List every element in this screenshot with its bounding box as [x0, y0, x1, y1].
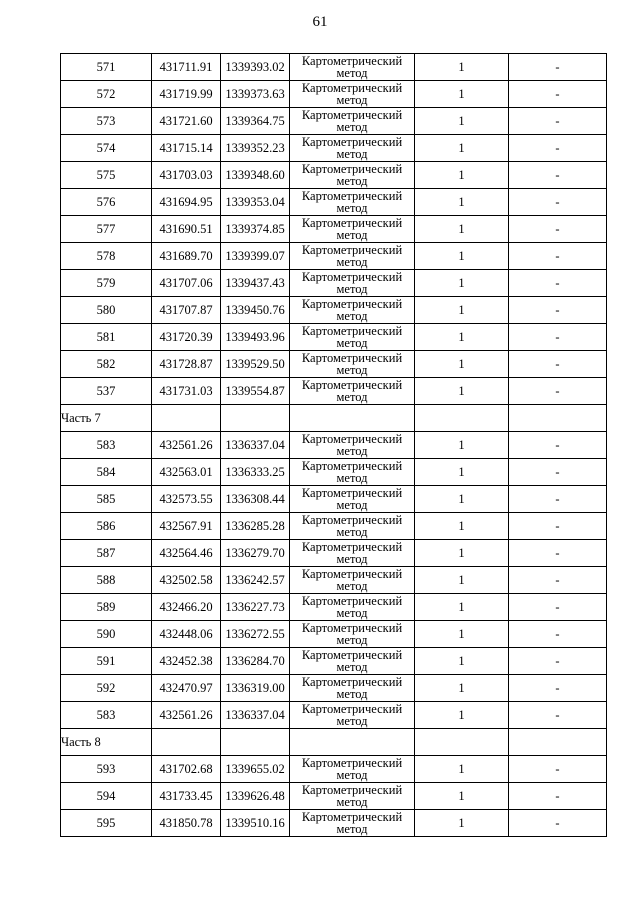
coord-x-cell: 432502.58	[152, 567, 221, 594]
method-text: Картометрический метод	[301, 783, 403, 809]
coord-y-cell: 1339529.50	[221, 351, 290, 378]
coord-x-cell: 431711.91	[152, 54, 221, 81]
method-text: Картометрический метод	[301, 297, 403, 323]
coord-x-cell: 431720.39	[152, 324, 221, 351]
method-text: Картометрический метод	[301, 351, 403, 377]
coord-y-cell: 1336272.55	[221, 621, 290, 648]
method-text: Картометрический метод	[301, 432, 403, 458]
point-number-cell: 580	[61, 297, 152, 324]
accuracy-cell: 1	[415, 189, 509, 216]
accuracy-cell: 1	[415, 459, 509, 486]
coord-x-cell: 431707.06	[152, 270, 221, 297]
coord-y-cell: 1336284.70	[221, 648, 290, 675]
coord-y-cell: 1339393.02	[221, 54, 290, 81]
coord-y-cell: 1339374.85	[221, 216, 290, 243]
extra-cell: -	[509, 270, 607, 297]
part-header-row	[61, 405, 607, 432]
point-number-cell: 582	[61, 351, 152, 378]
method-cell	[290, 81, 415, 108]
table-row	[61, 243, 607, 270]
point-number-cell: 577	[61, 216, 152, 243]
point-number-cell: 572	[61, 81, 152, 108]
coord-x-cell: 431728.87	[152, 351, 221, 378]
coord-x-cell: 432452.38	[152, 648, 221, 675]
extra-cell: -	[509, 756, 607, 783]
accuracy-cell: 1	[415, 648, 509, 675]
extra-cell: -	[509, 54, 607, 81]
accuracy-cell: 1	[415, 594, 509, 621]
table-row	[61, 54, 607, 81]
method-cell	[290, 378, 415, 405]
coord-y-cell: 1339353.04	[221, 189, 290, 216]
coord-x-cell: 432563.01	[152, 459, 221, 486]
table-row	[61, 486, 607, 513]
accuracy-cell: 1	[415, 432, 509, 459]
coord-y-cell: 1339437.43	[221, 270, 290, 297]
empty-cell	[221, 405, 290, 432]
extra-cell: -	[509, 108, 607, 135]
extra-cell: -	[509, 216, 607, 243]
point-number-cell: 537	[61, 378, 152, 405]
table-row	[61, 756, 607, 783]
method-cell	[290, 702, 415, 729]
method-cell	[290, 594, 415, 621]
method-text: Картометрический метод	[301, 513, 403, 539]
empty-cell	[221, 729, 290, 756]
method-cell	[290, 459, 415, 486]
coord-y-cell: 1339626.48	[221, 783, 290, 810]
coord-x-cell: 431850.78	[152, 810, 221, 837]
extra-cell: -	[509, 567, 607, 594]
coord-x-cell: 431690.51	[152, 216, 221, 243]
extra-cell: -	[509, 675, 607, 702]
page-number: 61	[312, 14, 328, 30]
accuracy-cell: 1	[415, 324, 509, 351]
table-row	[61, 702, 607, 729]
empty-cell	[415, 729, 509, 756]
table-row	[61, 567, 607, 594]
accuracy-cell: 1	[415, 297, 509, 324]
empty-cell	[415, 405, 509, 432]
accuracy-cell: 1	[415, 216, 509, 243]
table-row	[61, 432, 607, 459]
method-text: Картометрический метод	[301, 243, 403, 269]
coord-x-cell: 432470.97	[152, 675, 221, 702]
empty-cell	[509, 405, 607, 432]
accuracy-cell: 1	[415, 108, 509, 135]
coord-x-cell: 431703.03	[152, 162, 221, 189]
coord-x-cell: 431689.70	[152, 243, 221, 270]
table-row	[61, 162, 607, 189]
accuracy-cell: 1	[415, 540, 509, 567]
extra-cell: -	[509, 378, 607, 405]
method-cell	[290, 351, 415, 378]
method-cell	[290, 54, 415, 81]
point-number-cell: 578	[61, 243, 152, 270]
method-text: Картометрический метод	[301, 702, 403, 728]
point-number-cell: 590	[61, 621, 152, 648]
point-number-cell: 584	[61, 459, 152, 486]
table-row	[61, 621, 607, 648]
coord-y-cell: 1339450.76	[221, 297, 290, 324]
point-number-cell: 573	[61, 108, 152, 135]
accuracy-cell: 1	[415, 378, 509, 405]
accuracy-cell: 1	[415, 783, 509, 810]
coord-x-cell: 432561.26	[152, 702, 221, 729]
accuracy-cell: 1	[415, 810, 509, 837]
coord-x-cell: 431715.14	[152, 135, 221, 162]
accuracy-cell: 1	[415, 243, 509, 270]
empty-cell	[152, 729, 221, 756]
table-row	[61, 297, 607, 324]
accuracy-cell: 1	[415, 567, 509, 594]
extra-cell: -	[509, 189, 607, 216]
table-row	[61, 216, 607, 243]
extra-cell: -	[509, 297, 607, 324]
method-cell	[290, 324, 415, 351]
extra-cell: -	[509, 81, 607, 108]
table-row	[61, 513, 607, 540]
accuracy-cell: 1	[415, 162, 509, 189]
method-cell	[290, 756, 415, 783]
point-number-cell: 571	[61, 54, 152, 81]
method-text: Картометрический метод	[301, 81, 403, 107]
method-cell	[290, 243, 415, 270]
empty-cell	[290, 729, 415, 756]
extra-cell: -	[509, 135, 607, 162]
coord-y-cell: 1339348.60	[221, 162, 290, 189]
extra-cell: -	[509, 783, 607, 810]
point-number-cell: 595	[61, 810, 152, 837]
coord-x-cell: 432573.55	[152, 486, 221, 513]
method-cell	[290, 162, 415, 189]
coordinates-table	[60, 53, 607, 837]
point-number-cell: 575	[61, 162, 152, 189]
table-row	[61, 459, 607, 486]
extra-cell: -	[509, 324, 607, 351]
accuracy-cell: 1	[415, 756, 509, 783]
method-text: Картометрический метод	[301, 135, 403, 161]
method-cell	[290, 189, 415, 216]
accuracy-cell: 1	[415, 675, 509, 702]
accuracy-cell: 1	[415, 621, 509, 648]
method-cell	[290, 270, 415, 297]
empty-cell	[509, 729, 607, 756]
table-row	[61, 135, 607, 162]
extra-cell: -	[509, 621, 607, 648]
point-number-cell: 579	[61, 270, 152, 297]
extra-cell: -	[509, 243, 607, 270]
point-number-cell: 588	[61, 567, 152, 594]
extra-cell: -	[509, 459, 607, 486]
empty-cell	[152, 405, 221, 432]
method-text: Картометрический метод	[301, 648, 403, 674]
method-text: Картометрический метод	[301, 486, 403, 512]
point-number-cell: 581	[61, 324, 152, 351]
accuracy-cell: 1	[415, 513, 509, 540]
method-cell	[290, 567, 415, 594]
method-text: Картометрический метод	[301, 675, 403, 701]
coord-x-cell: 431719.99	[152, 81, 221, 108]
extra-cell: -	[509, 540, 607, 567]
extra-cell: -	[509, 702, 607, 729]
table-row	[61, 270, 607, 297]
extra-cell: -	[509, 648, 607, 675]
method-cell	[290, 108, 415, 135]
table-row	[61, 675, 607, 702]
method-text: Картометрический метод	[301, 189, 403, 215]
method-text: Картометрический метод	[301, 810, 403, 836]
coord-y-cell: 1339510.16	[221, 810, 290, 837]
coord-y-cell: 1339352.23	[221, 135, 290, 162]
coord-y-cell: 1339399.07	[221, 243, 290, 270]
table-row	[61, 189, 607, 216]
accuracy-cell: 1	[415, 270, 509, 297]
point-number-cell: 585	[61, 486, 152, 513]
coord-x-cell: 431702.68	[152, 756, 221, 783]
table-row	[61, 540, 607, 567]
method-text: Картометрический метод	[301, 756, 403, 782]
method-cell	[290, 648, 415, 675]
method-cell	[290, 135, 415, 162]
method-text: Картометрический метод	[301, 108, 403, 134]
table-row	[61, 378, 607, 405]
method-text: Картометрический метод	[301, 540, 403, 566]
coord-y-cell: 1336308.44	[221, 486, 290, 513]
extra-cell: -	[509, 513, 607, 540]
extra-cell: -	[509, 810, 607, 837]
point-number-cell: 574	[61, 135, 152, 162]
accuracy-cell: 1	[415, 54, 509, 81]
table-row	[61, 108, 607, 135]
method-cell	[290, 675, 415, 702]
extra-cell: -	[509, 594, 607, 621]
coord-y-cell: 1339364.75	[221, 108, 290, 135]
coord-x-cell: 431707.87	[152, 297, 221, 324]
coordinates-table-body	[61, 54, 607, 837]
method-cell	[290, 297, 415, 324]
point-number-cell: 594	[61, 783, 152, 810]
method-text: Картометрический метод	[301, 270, 403, 296]
method-text: Картометрический метод	[301, 324, 403, 350]
coord-y-cell: 1336319.00	[221, 675, 290, 702]
point-number-cell: 576	[61, 189, 152, 216]
method-cell	[290, 540, 415, 567]
coord-y-cell: 1336227.73	[221, 594, 290, 621]
accuracy-cell: 1	[415, 486, 509, 513]
point-number-cell: 593	[61, 756, 152, 783]
coord-x-cell: 432448.06	[152, 621, 221, 648]
coord-x-cell: 431721.60	[152, 108, 221, 135]
coord-y-cell: 1339655.02	[221, 756, 290, 783]
coord-y-cell: 1336337.04	[221, 432, 290, 459]
part-header-row	[61, 729, 607, 756]
coord-y-cell: 1336285.28	[221, 513, 290, 540]
method-text: Картометрический метод	[301, 459, 403, 485]
coord-y-cell: 1336337.04	[221, 702, 290, 729]
point-number-cell: 586	[61, 513, 152, 540]
table-row	[61, 648, 607, 675]
method-text: Картометрический метод	[301, 594, 403, 620]
extra-cell: -	[509, 162, 607, 189]
extra-cell: -	[509, 486, 607, 513]
accuracy-cell: 1	[415, 135, 509, 162]
coord-y-cell: 1339373.63	[221, 81, 290, 108]
coord-x-cell: 432466.20	[152, 594, 221, 621]
method-cell	[290, 621, 415, 648]
point-number-cell: 587	[61, 540, 152, 567]
method-text: Картометрический метод	[301, 216, 403, 242]
table-row	[61, 324, 607, 351]
coord-x-cell: 432567.91	[152, 513, 221, 540]
coord-y-cell: 1339493.96	[221, 324, 290, 351]
method-text: Картометрический метод	[301, 621, 403, 647]
point-number-cell: 589	[61, 594, 152, 621]
coord-x-cell: 431733.45	[152, 783, 221, 810]
coord-x-cell: 432561.26	[152, 432, 221, 459]
coord-x-cell: 431731.03	[152, 378, 221, 405]
accuracy-cell: 1	[415, 81, 509, 108]
coord-y-cell: 1336333.25	[221, 459, 290, 486]
method-text: Картометрический метод	[301, 54, 403, 80]
coord-y-cell: 1336279.70	[221, 540, 290, 567]
accuracy-cell: 1	[415, 351, 509, 378]
extra-cell: -	[509, 351, 607, 378]
table-row	[61, 810, 607, 837]
method-text: Картометрический метод	[301, 378, 403, 404]
method-cell	[290, 810, 415, 837]
empty-cell	[290, 405, 415, 432]
table-row	[61, 351, 607, 378]
method-cell	[290, 432, 415, 459]
table-row	[61, 81, 607, 108]
method-cell	[290, 486, 415, 513]
table-row	[61, 594, 607, 621]
point-number-cell: 583	[61, 702, 152, 729]
point-number-cell: 592	[61, 675, 152, 702]
method-text: Картометрический метод	[301, 567, 403, 593]
point-number-cell: 591	[61, 648, 152, 675]
coord-x-cell: 432564.46	[152, 540, 221, 567]
extra-cell: -	[509, 432, 607, 459]
coord-y-cell: 1339554.87	[221, 378, 290, 405]
point-number-cell: 583	[61, 432, 152, 459]
table-row	[61, 783, 607, 810]
method-cell	[290, 783, 415, 810]
part-label: Часть 8	[61, 729, 152, 756]
method-cell	[290, 216, 415, 243]
coord-y-cell: 1336242.57	[221, 567, 290, 594]
accuracy-cell: 1	[415, 702, 509, 729]
method-text: Картометрический метод	[301, 162, 403, 188]
coord-x-cell: 431694.95	[152, 189, 221, 216]
method-cell	[290, 513, 415, 540]
part-label: Часть 7	[61, 405, 152, 432]
